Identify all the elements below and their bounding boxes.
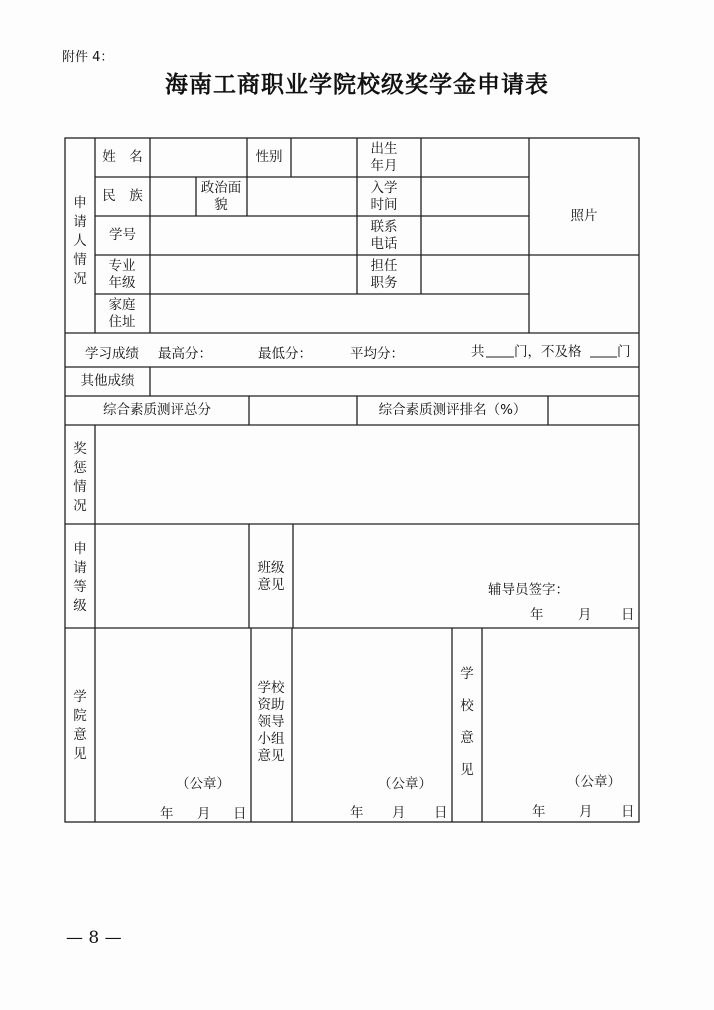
label-average: 平均分：: [350, 346, 404, 362]
gender-field[interactable]: [291, 138, 357, 177]
aid-group-seal: （公章）: [378, 776, 432, 792]
enroll-field[interactable]: [421, 177, 529, 216]
major-field[interactable]: [150, 255, 357, 294]
label-name: 姓 名: [102, 149, 143, 165]
apply-level-field[interactable]: [95, 524, 249, 628]
label-lowest: 最低分：: [258, 346, 312, 362]
label-counselor-sign: 辅导员签字：: [488, 582, 569, 598]
political-field[interactable]: [247, 177, 357, 216]
label-political: 政治面貌: [200, 179, 242, 213]
post-field[interactable]: [421, 255, 529, 294]
label-address: 家庭住址: [108, 296, 136, 330]
label-post: 担任职务: [370, 257, 398, 291]
class-date-month: 月: [578, 607, 592, 623]
label-ethnicity: 民 族: [102, 188, 143, 204]
label-college-opinion: 学院意见: [73, 689, 87, 762]
college-date-year: 年: [160, 806, 174, 822]
awards-field[interactable]: [95, 425, 639, 524]
other-scores-field[interactable]: [150, 367, 639, 396]
school-seal: （公章）: [567, 774, 621, 790]
phone-field[interactable]: [421, 216, 529, 255]
class-date-day: 日: [621, 607, 635, 623]
quality-total-field[interactable]: [249, 396, 357, 425]
class-date-year: 年: [530, 607, 544, 623]
label-awards: 奖惩情况: [73, 441, 87, 514]
college-date-day: 日: [233, 806, 247, 822]
label-total-suffix: 门: [617, 344, 631, 360]
page-number: — 8 —: [66, 928, 122, 948]
label-major: 专业年级: [108, 257, 136, 291]
label-enroll: 入学时间: [370, 179, 398, 213]
birth-field[interactable]: [421, 138, 529, 177]
photo-box[interactable]: 照片: [570, 207, 598, 224]
label-quality-rank: 综合素质测评排名（%）: [378, 402, 527, 418]
aid-group-date-year: 年: [350, 805, 364, 821]
name-field[interactable]: [150, 138, 247, 177]
school-date-month: 月: [579, 804, 593, 820]
label-apply-level: 申请等级: [73, 541, 87, 614]
label-other-scores: 其他成绩: [80, 373, 135, 389]
label-school-opinion: 学校意见: [460, 666, 474, 778]
label-gender: 性别: [255, 149, 283, 165]
school-date-year: 年: [532, 804, 546, 820]
aid-group-date-month: 月: [392, 805, 406, 821]
label-phone: 联系电话: [370, 218, 398, 252]
label-aid-group: 学校资助领导小组意见: [257, 680, 285, 764]
form-title: 海南工商职业学院校级奖学金申请表: [165, 72, 549, 98]
label-quality-total: 综合素质测评总分: [103, 402, 211, 418]
label-class-opinion: 班级意见: [257, 560, 285, 593]
quality-rank-field[interactable]: [548, 396, 639, 425]
college-seal: （公章）: [176, 776, 230, 792]
label-highest: 最高分：: [158, 346, 212, 362]
label-student-no: 学号: [109, 227, 136, 243]
college-date-month: 月: [197, 806, 211, 822]
address-field[interactable]: [150, 294, 529, 333]
label-scores: 学习成绩: [85, 346, 139, 362]
label-total-prefix: 共: [471, 344, 485, 360]
label-total-mid: 门，不及格: [514, 344, 582, 360]
school-date-day: 日: [621, 804, 635, 820]
attachment-label: 附件 4：: [62, 50, 114, 65]
aid-group-date-day: 日: [434, 805, 448, 821]
ethnicity-field[interactable]: [150, 177, 196, 216]
label-birth: 出生年月: [370, 140, 398, 174]
student-no-field[interactable]: [150, 216, 357, 255]
section-applicant-label: 申请人情况: [73, 195, 87, 287]
